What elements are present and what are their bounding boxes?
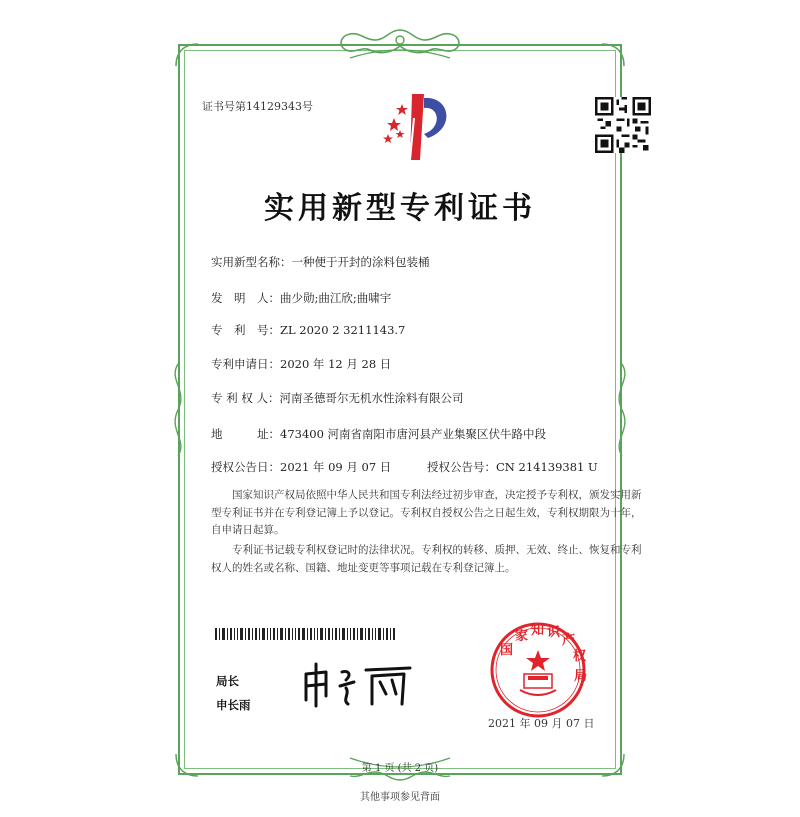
- field-value: 曲少勋;曲江欣;曲啸宇: [280, 291, 392, 305]
- field-label: 授权公告日：: [211, 460, 280, 474]
- field-value: 473400 河南省南阳市唐河县产业集聚区伏牛路中段: [280, 427, 547, 441]
- footer-note: 其他事项参见背面: [360, 792, 440, 803]
- signature-icon: [300, 660, 420, 710]
- svg-text:局: 局: [574, 669, 588, 684]
- field-label: 专 利 号：: [211, 323, 280, 337]
- field-patentee: [211, 390, 463, 406]
- svg-text:识: 识: [547, 625, 561, 640]
- corner-ornament: [598, 40, 628, 70]
- svg-text:权: 权: [573, 649, 587, 664]
- field-utility-model-name: [211, 254, 430, 270]
- svg-text:知: 知: [531, 623, 545, 638]
- certificate-title: 实用新型专利证书: [264, 191, 536, 226]
- field-grant-number: [427, 459, 598, 475]
- field-value: CN 214139381 U: [496, 460, 598, 474]
- top-ornament: [330, 24, 470, 64]
- svg-text:产: 产: [562, 633, 576, 648]
- official-seal-icon: [478, 620, 598, 720]
- svg-text:家: 家: [515, 629, 529, 644]
- field-label: 发 明 人：: [211, 291, 280, 305]
- field-value: 一种便于开封的涂料包装桶: [291, 255, 430, 269]
- field-address: [211, 426, 546, 442]
- cnipa-logo-icon: [380, 88, 460, 166]
- corner-ornament: [172, 40, 202, 70]
- field-label: 实用新型名称：: [211, 255, 292, 269]
- page-number: 第 1 页 (共 2 页): [361, 763, 439, 774]
- right-ornament: [610, 360, 634, 460]
- barcode-icon: [215, 628, 395, 640]
- director-name: 申长雨: [216, 698, 251, 712]
- field-value: 河南圣德哥尔无机水性涂料有限公司: [279, 391, 464, 405]
- field-label: 授权公告号：: [427, 460, 496, 474]
- field-grant-date: [211, 459, 391, 475]
- svg-text:国: 国: [500, 643, 514, 658]
- field-label: 地 址：: [211, 427, 280, 441]
- seal-date: 2021 年 09 月 07 日: [488, 717, 595, 730]
- field-inventors: [211, 290, 391, 306]
- field-value: 2020 年 12 月 28 日: [280, 357, 392, 371]
- paragraph: 专利证书记载专利权登记时的法律状况。专利权的转移、质押、无效、终止、恢复和专利权人的姓名或名称、国籍、地址变更等事项记载在专利登记簿上。: [211, 544, 642, 574]
- paragraph: 国家知识产权局依照中华人民共和国专利法经过初步审查，决定授予专利权，颁发实用新型专利证书并在专利登记簿上予以登记。专利权自授权公告之日起生效，专利权期限为十年，自申请日起算。: [211, 489, 642, 536]
- field-application-date: [211, 356, 391, 372]
- certificate-number: 证书号第14129343号: [202, 100, 313, 113]
- field-label: 专 利 权 人：: [211, 391, 280, 405]
- field-value: ZL 2020 2 3211143.7: [280, 323, 406, 337]
- qr-code-icon: [595, 97, 651, 153]
- field-label: 专利申请日：: [211, 357, 280, 371]
- left-ornament: [166, 360, 190, 460]
- director-title: 局长: [216, 674, 239, 688]
- field-value: 2021 年 09 月 07 日: [280, 460, 392, 474]
- field-patent-number: [211, 322, 405, 338]
